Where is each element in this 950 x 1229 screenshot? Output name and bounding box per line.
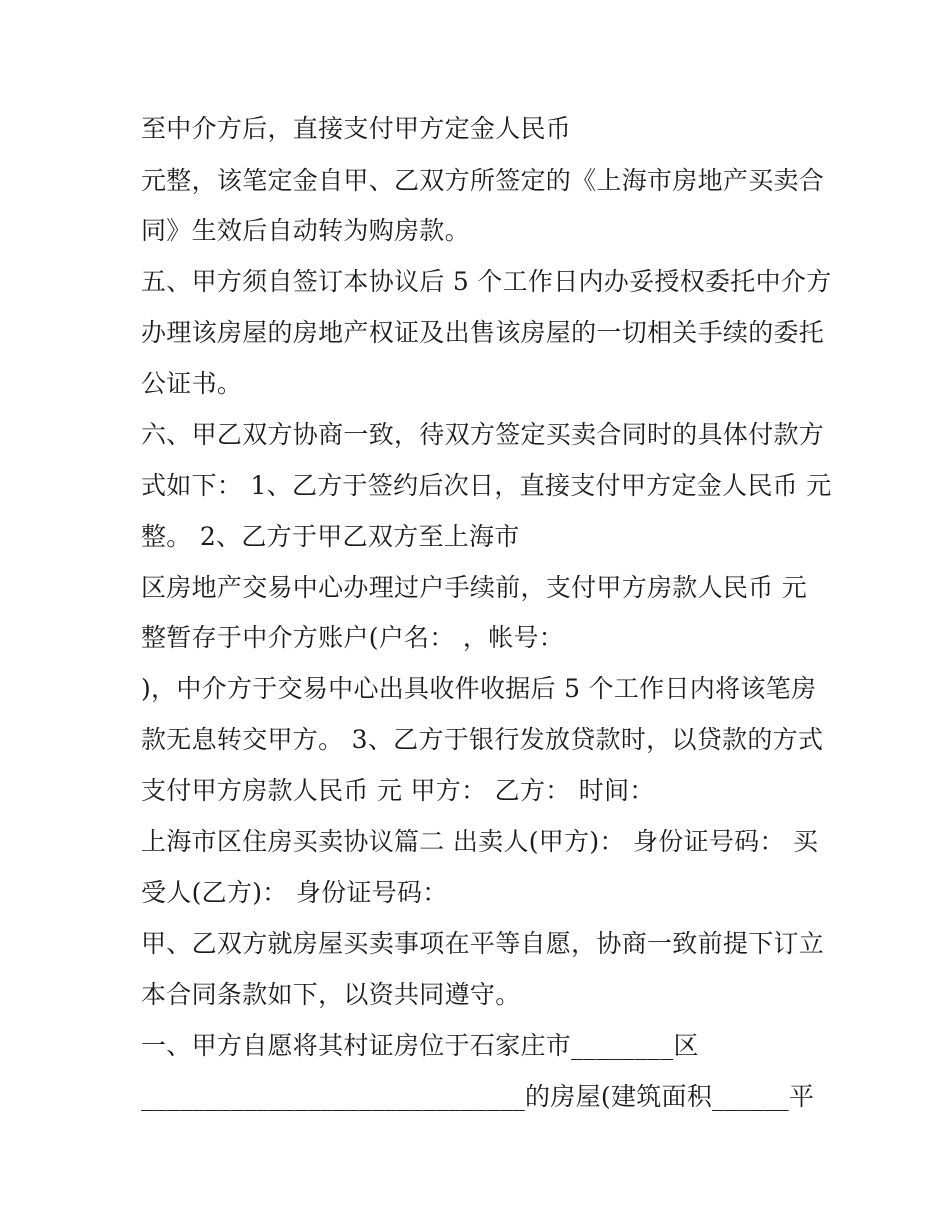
text-line: 办理该房屋的房地产权证及出售该房屋的一切相关手续的委托 — [141, 318, 825, 347]
text-line: ______________________________的房屋(建筑面积______平 — [141, 1082, 815, 1111]
text-line: 款无息转交甲方。 3、乙方于银行发放贷款时，以贷款的方式 — [141, 725, 824, 754]
text-line: 整暂存于中介方账户(户名： ，帐号： — [141, 623, 565, 652]
text-line: 元整，该笔定金自甲、乙双方所签定的《上海市房地产买卖合 — [141, 166, 825, 195]
text-line: 整。 2、乙方于甲乙双方至上海市 — [141, 522, 520, 551]
text-line: 区房地产交易中心办理过户手续前，支付甲方房款人民币 元 — [141, 573, 808, 602]
text-line: 公证书。 — [141, 369, 243, 398]
text-line: 上海市区住房买卖协议篇二 出卖人(甲方)： 身份证号码： 买 — [141, 827, 819, 856]
text-line: 本合同条款如下，以资共同遵守。 — [141, 980, 521, 1009]
text-line: 六、甲乙双方协商一致，待双方签定买卖合同时的具体付款方 — [141, 420, 825, 449]
text-line: 支付甲方房款人民币 元 甲方： 乙方： 时间： — [141, 776, 655, 805]
text-line: )，中介方于交易中心出具收件收据后 5 个工作日内将该笔房 — [141, 674, 817, 703]
text-line: 甲、乙双方就房屋买卖事项在平等自愿，协商一致前提下订立 — [141, 929, 825, 958]
text-line: 式如下： 1、乙方于签约后次日，直接支付甲方定金人民币 元 — [141, 471, 832, 500]
text-line: 受人(乙方)： 身份证号码： — [141, 878, 448, 907]
text-line: 一、甲方自愿将其村证房位于石家庄市________区 — [141, 1031, 699, 1060]
text-line: 至中介方后，直接支付甲方定金人民币 — [141, 114, 572, 143]
text-line: 同》生效后自动转为购房款。 — [141, 216, 470, 245]
text-line: 五、甲方须自签订本协议后 5 个工作日内办妥授权委托中介方 — [141, 267, 832, 296]
